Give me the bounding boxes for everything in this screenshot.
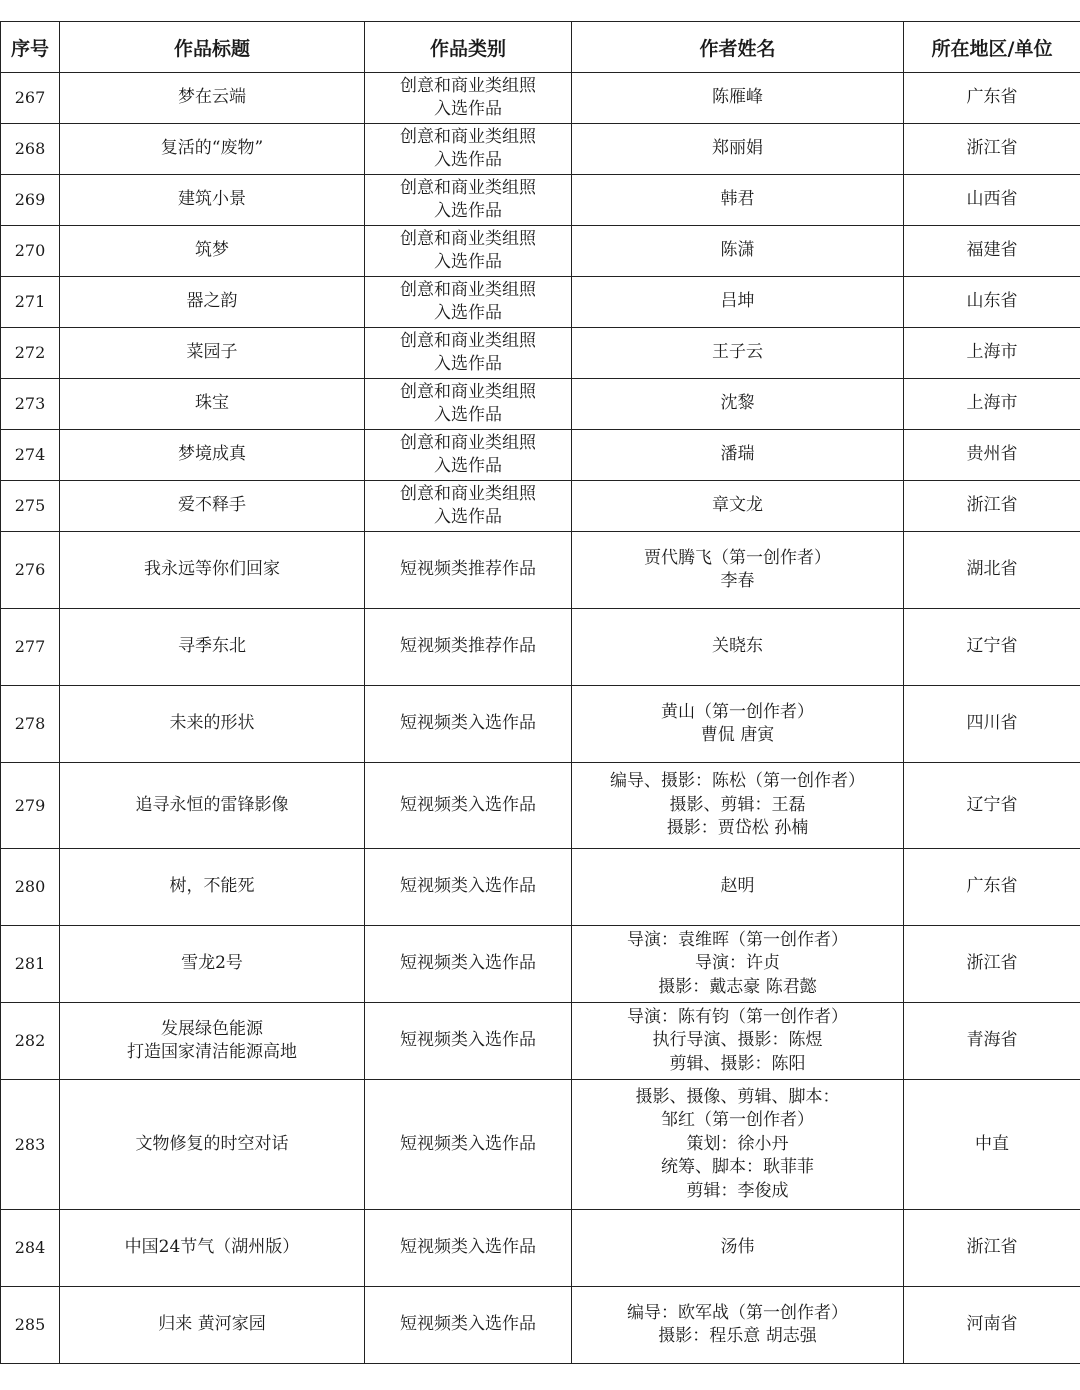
table-row [1, 1080, 1080, 1210]
category-cell [365, 609, 572, 686]
awards-table [0, 21, 1080, 1364]
author-cell [572, 277, 904, 328]
region-cell: 上海市 [904, 328, 1080, 379]
serial-cell: 281 [1, 926, 60, 1003]
title-cell [60, 1287, 365, 1364]
serial-cell: 283 [1, 1080, 60, 1210]
cell-line: 创意和商业类组照 [400, 330, 536, 351]
author-cell [572, 124, 904, 175]
title-cell [60, 926, 365, 1003]
table-row [1, 926, 1080, 1003]
cell-line: 统筹、脚本：耿菲菲 [661, 1157, 814, 1178]
table-row [1, 1003, 1080, 1080]
serial-cell: 282 [1, 1003, 60, 1080]
category-cell [365, 328, 572, 379]
author-cell [572, 379, 904, 430]
region-cell: 福建省 [904, 226, 1080, 277]
cell-line: 导演：陈有钧（第一创作者） [627, 1006, 848, 1027]
serial-cell: 274 [1, 430, 60, 481]
cell-line: 追寻永恒的雷锋影像 [135, 794, 289, 815]
header-serial-number: 序号 [1, 22, 60, 73]
cell-line: 章文龙 [712, 495, 763, 516]
cell-line: 短视频类入选作品 [400, 1030, 536, 1051]
cell-line: 执行导演、摄影：陈煜 [652, 1030, 823, 1051]
cell-line: 韩君 [720, 189, 755, 210]
title-cell [60, 1080, 365, 1210]
region-cell: 河南省 [904, 1287, 1080, 1364]
author-cell [572, 430, 904, 481]
serial-cell: 285 [1, 1287, 60, 1364]
region-cell: 浙江省 [904, 481, 1080, 532]
category-cell [365, 926, 572, 1003]
title-cell [60, 532, 365, 609]
header-title: 作品标题 [60, 22, 365, 73]
table-row [1, 609, 1080, 686]
table-row [1, 686, 1080, 763]
title-cell [60, 763, 365, 849]
cell-line: 潘瑞 [720, 444, 755, 465]
author-cell [572, 1210, 904, 1287]
cell-line: 发展绿色能源 [161, 1018, 263, 1039]
cell-line: 短视频类推荐作品 [400, 559, 536, 580]
author-cell [572, 226, 904, 277]
cell-line: 短视频类推荐作品 [400, 636, 536, 657]
cell-line: 我永远等你们回家 [144, 559, 280, 580]
cell-line: 吕坤 [720, 291, 755, 312]
cell-line: 创意和商业类组照 [400, 381, 536, 402]
serial-cell: 270 [1, 226, 60, 277]
category-cell [365, 175, 572, 226]
table-row [1, 277, 1080, 328]
category-cell [365, 1210, 572, 1287]
author-cell [572, 1080, 904, 1210]
region-cell: 贵州省 [904, 430, 1080, 481]
cell-line: 短视频类入选作品 [400, 1237, 536, 1258]
table-row [1, 328, 1080, 379]
category-cell [365, 277, 572, 328]
region-cell: 中直 [904, 1080, 1080, 1210]
region-cell: 浙江省 [904, 124, 1080, 175]
table-row [1, 849, 1080, 926]
serial-cell: 269 [1, 175, 60, 226]
serial-cell: 277 [1, 609, 60, 686]
cell-line: 导演：袁维晖（第一创作者） [627, 929, 848, 950]
cell-line: 创意和商业类组照 [400, 432, 536, 453]
cell-line: 珠宝 [195, 393, 229, 414]
cell-line: 归来 黄河家园 [158, 1314, 266, 1335]
author-cell [572, 328, 904, 379]
cell-line: 曹侃 唐寅 [700, 725, 775, 745]
author-cell [572, 609, 904, 686]
cell-line: 摄影、摄像、剪辑、脚本： [635, 1086, 840, 1107]
serial-cell: 278 [1, 686, 60, 763]
cell-line: 短视频类入选作品 [400, 1314, 536, 1335]
cell-line: 摄影、剪辑：王磊 [669, 794, 806, 815]
cell-line: 赵明 [720, 876, 755, 897]
category-cell [365, 379, 572, 430]
region-cell: 浙江省 [904, 1210, 1080, 1287]
cell-line: 入选作品 [434, 150, 502, 170]
cell-line: 导演：许贞 [695, 953, 780, 974]
author-cell [572, 1003, 904, 1080]
region-cell: 上海市 [904, 379, 1080, 430]
cell-line: 建筑小景 [178, 189, 246, 210]
cell-line: 短视频类入选作品 [400, 953, 536, 974]
author-cell [572, 763, 904, 849]
title-cell [60, 226, 365, 277]
cell-line: 入选作品 [434, 99, 502, 119]
cell-line: 入选作品 [434, 456, 502, 476]
cell-line: 入选作品 [434, 354, 502, 374]
region-cell: 广东省 [904, 73, 1080, 124]
category-cell [365, 430, 572, 481]
cell-line: 沈黎 [720, 393, 755, 414]
cell-line: 黄山（第一创作者） [661, 701, 814, 722]
title-cell [60, 849, 365, 926]
region-cell: 青海省 [904, 1003, 1080, 1080]
title-cell [60, 379, 365, 430]
category-cell [365, 686, 572, 763]
cell-line: 入选作品 [434, 405, 502, 425]
table-row [1, 175, 1080, 226]
cell-line: 短视频类入选作品 [400, 794, 536, 815]
cell-line: 菜园子 [186, 342, 238, 363]
category-cell [365, 532, 572, 609]
category-cell [365, 763, 572, 849]
cell-line: 编导：欧军战（第一创作者） [627, 1302, 848, 1323]
title-cell [60, 1210, 365, 1287]
cell-line: 树，不能死 [169, 876, 255, 897]
table-body [1, 73, 1080, 1364]
cell-line: 王子云 [712, 342, 763, 363]
title-cell [60, 609, 365, 686]
cell-line: 打造国家清洁能源高地 [127, 1042, 297, 1062]
serial-cell: 273 [1, 379, 60, 430]
cell-line: 短视频类入选作品 [400, 713, 536, 734]
cell-line: 创意和商业类组照 [400, 177, 536, 198]
cell-line: 创意和商业类组照 [400, 75, 536, 96]
table-row [1, 1210, 1080, 1287]
author-cell [572, 926, 904, 1003]
region-cell: 四川省 [904, 686, 1080, 763]
cell-line: 策划：徐小丹 [686, 1133, 789, 1154]
cell-line: 入选作品 [434, 252, 502, 272]
cell-line: 文物修复的时空对话 [135, 1133, 289, 1154]
author-cell [572, 686, 904, 763]
title-cell [60, 1003, 365, 1080]
header-region: 所在地区/单位 [904, 22, 1080, 73]
table-row [1, 532, 1080, 609]
table-row [1, 430, 1080, 481]
header-category: 作品类别 [365, 22, 572, 73]
author-cell [572, 532, 904, 609]
author-cell [572, 849, 904, 926]
cell-line: 梦在云端 [178, 87, 246, 108]
cell-line: 短视频类入选作品 [400, 876, 536, 897]
table-row [1, 481, 1080, 532]
cell-line: 创意和商业类组照 [400, 279, 536, 300]
header-row [1, 22, 1080, 73]
title-cell [60, 328, 365, 379]
title-cell [60, 277, 365, 328]
cell-line: 筑梦 [195, 240, 229, 261]
category-cell [365, 1003, 572, 1080]
serial-cell: 271 [1, 277, 60, 328]
cell-line: 爱不释手 [178, 495, 246, 516]
region-cell: 辽宁省 [904, 609, 1080, 686]
cell-line: 创意和商业类组照 [400, 483, 536, 504]
table-header [1, 22, 1080, 73]
table-row [1, 379, 1080, 430]
cell-line: 未来的形状 [169, 713, 255, 734]
author-cell [572, 481, 904, 532]
serial-cell: 268 [1, 124, 60, 175]
region-cell: 辽宁省 [904, 763, 1080, 849]
category-cell [365, 481, 572, 532]
cell-line: 陈潇 [720, 240, 755, 261]
title-cell [60, 124, 365, 175]
category-cell [365, 1287, 572, 1364]
table-row [1, 73, 1080, 124]
title-cell [60, 73, 365, 124]
category-cell [365, 124, 572, 175]
serial-cell: 279 [1, 763, 60, 849]
serial-cell: 280 [1, 849, 60, 926]
cell-line: 编导、摄影：陈松（第一创作者） [610, 771, 865, 792]
cell-line: 入选作品 [434, 507, 502, 527]
title-cell [60, 686, 365, 763]
category-cell [365, 849, 572, 926]
category-cell [365, 73, 572, 124]
cell-line: 入选作品 [434, 303, 502, 323]
serial-cell: 267 [1, 73, 60, 124]
cell-line: 剪辑、摄影：陈阳 [669, 1053, 806, 1074]
author-cell [572, 1287, 904, 1364]
cell-line: 梦境成真 [178, 444, 246, 465]
cell-line: 创意和商业类组照 [400, 228, 536, 249]
region-cell: 山东省 [904, 277, 1080, 328]
cell-line: 郑丽娟 [712, 138, 763, 159]
cell-line: 中国24节气（湖州版） [124, 1237, 300, 1258]
region-cell: 广东省 [904, 849, 1080, 926]
cell-line: 寻季东北 [178, 636, 246, 657]
region-cell: 山西省 [904, 175, 1080, 226]
table-row [1, 124, 1080, 175]
cell-line: 李春 [720, 571, 755, 591]
cell-line: 摄影：戴志豪 陈君懿 [658, 976, 817, 997]
cell-line: 短视频类入选作品 [400, 1133, 536, 1154]
cell-line: 关晓东 [712, 636, 763, 657]
serial-cell: 272 [1, 328, 60, 379]
cell-line: 邹红（第一创作者） [661, 1110, 814, 1131]
cell-line: 复活的“废物” [160, 138, 264, 159]
table-row [1, 226, 1080, 277]
serial-cell: 276 [1, 532, 60, 609]
cell-line: 入选作品 [434, 201, 502, 221]
table-row [1, 763, 1080, 849]
cell-line: 器之韵 [186, 291, 238, 312]
cell-line: 摄影：程乐意 胡志强 [658, 1326, 817, 1346]
title-cell [60, 175, 365, 226]
title-cell [60, 430, 365, 481]
serial-cell: 275 [1, 481, 60, 532]
cell-line: 陈雁峰 [712, 87, 763, 108]
cell-line: 摄影：贾岱松 孙楠 [666, 818, 809, 839]
cell-line: 汤伟 [720, 1237, 755, 1258]
category-cell [365, 226, 572, 277]
region-cell: 湖北省 [904, 532, 1080, 609]
author-cell [572, 73, 904, 124]
category-cell [365, 1080, 572, 1210]
header-author: 作者姓名 [572, 22, 904, 73]
table-row [1, 1287, 1080, 1364]
cell-line: 创意和商业类组照 [400, 126, 536, 147]
serial-cell: 284 [1, 1210, 60, 1287]
cell-line: 贾代腾飞（第一创作者） [644, 547, 831, 568]
cell-line: 剪辑：李俊成 [686, 1180, 789, 1201]
author-cell [572, 175, 904, 226]
cell-line: 雪龙2号 [181, 953, 243, 974]
title-cell [60, 481, 365, 532]
region-cell: 浙江省 [904, 926, 1080, 1003]
